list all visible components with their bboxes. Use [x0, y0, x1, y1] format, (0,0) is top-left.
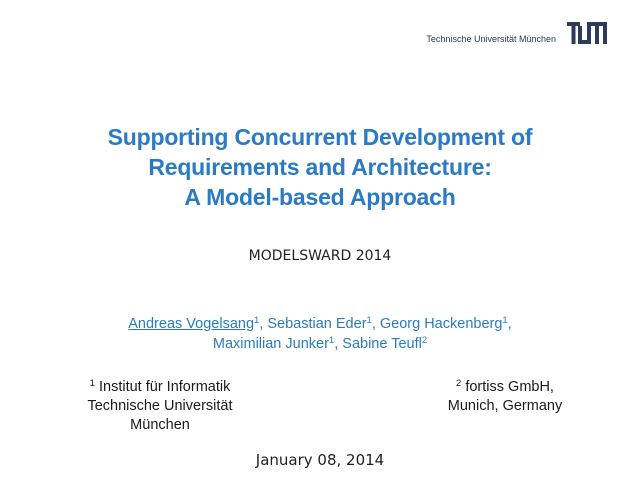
affiliation-line [60, 378, 260, 397]
author-sup: 1 [366, 315, 372, 326]
affiliation-line: Technische Universität [87, 398, 233, 414]
presentation-title [20, 122, 620, 212]
affiliation-line: München [130, 417, 190, 433]
affiliation-line: Munich, Germany [447, 398, 563, 414]
author-sup: 1 [502, 315, 508, 326]
affiliation-line [410, 378, 600, 397]
affiliation-sup: 1 [89, 378, 95, 389]
affiliation-text: fortiss GmbH, [461, 379, 554, 395]
author-separator: , [507, 316, 512, 332]
institution-name: Technische Universität München [426, 34, 556, 44]
author-sup: 2 [421, 335, 428, 346]
author-list [20, 314, 620, 354]
affiliation-fortiss [410, 378, 600, 416]
conference-name: MODELSWARD 2014 [248, 248, 392, 264]
author-sup: 1 [254, 315, 260, 326]
author-hackenberg: , Georg Hackenberg [371, 316, 503, 332]
title-line-1: Supporting Concurrent Development of [107, 124, 533, 150]
author-junker: Maximilian Junker [212, 336, 329, 352]
tum-logo-icon [567, 22, 607, 44]
affiliation-text: Institut für Informatik [94, 379, 231, 395]
title-line-3: A Model-based Approach [184, 184, 456, 210]
presentation-date: January 08, 2014 [255, 451, 385, 469]
title-line-2: Requirements and Architecture: [148, 154, 492, 180]
author-line-2 [20, 334, 620, 354]
author-teufl: , Sabine Teufl [334, 336, 422, 352]
author-link-vogelsang[interactable]: Andreas Vogelsang [128, 316, 255, 332]
author-eder: , Sebastian Eder [259, 316, 367, 332]
author-sup: 1 [328, 335, 335, 346]
affiliation-sup: 2 [456, 378, 462, 389]
author-line-1 [20, 314, 620, 334]
affiliation-tum [60, 378, 260, 435]
